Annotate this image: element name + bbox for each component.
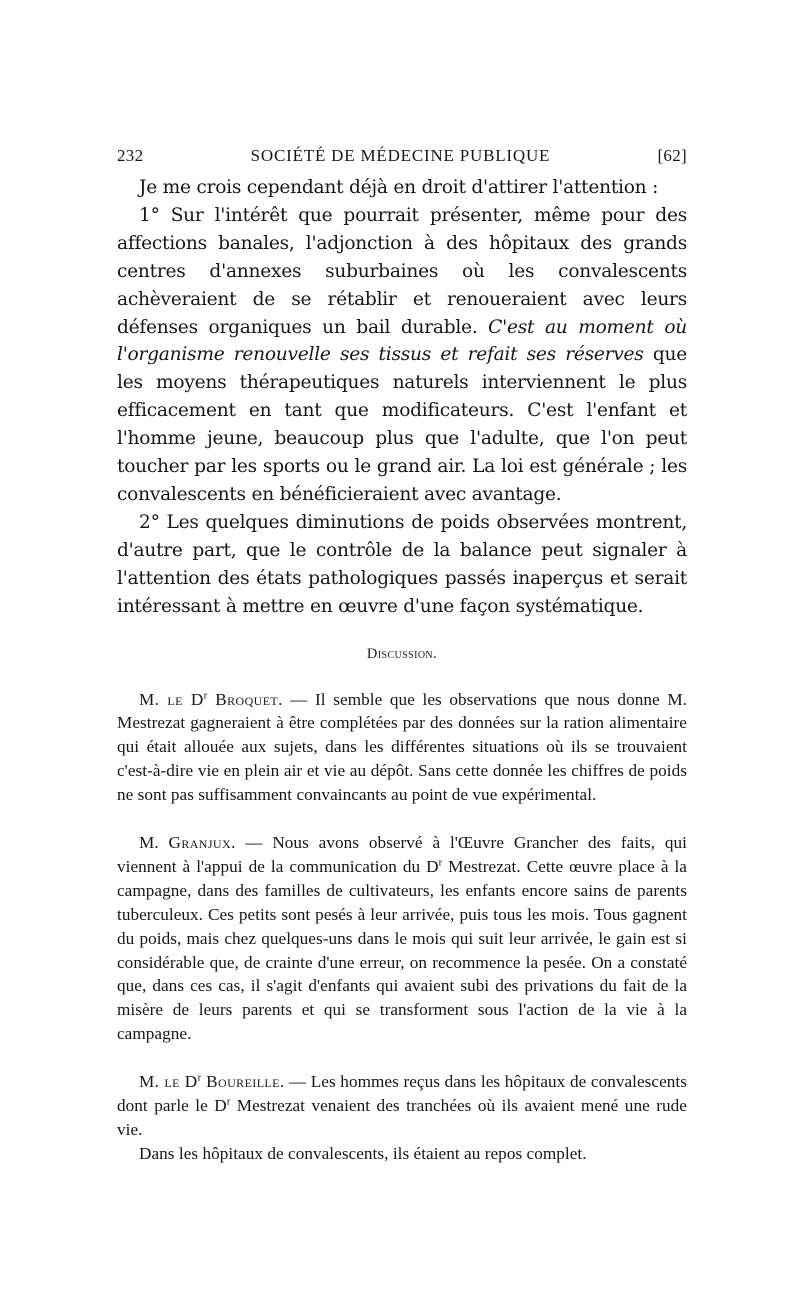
point-1-italic: C'est au moment où l'organisme renouvelle ses tissus et refait ses réserves: [117, 316, 687, 366]
granjux-text-b: Mestrezat. Cette œuvre place à la campagne, dans des familles de cultivateurs, les enfants encore sains de parents tuberculeux. Ces petits sont pesés à leur arrivée, puis tous les mois. Tous gagnent du poids, mais chez quelques-uns dans le mois qui suit leur arrivée, le gain est si considérable que, de crainte d'une erreur, on recommence la pesée. On a constaté que, dans ces cas, il s'agit d'enfants qui avaient subi des privations du fait de la misère de leurs parents et qui se transforment sous l'action de la vie à la campagne.: [117, 856, 687, 1044]
granjux-paragraph: [117, 831, 687, 1046]
intro-paragraph: Je me crois cependant déjà en droit d'attirer l'attention :: [139, 177, 659, 198]
speaker-title-sup: r: [197, 1072, 202, 1084]
speaker-name: Boureille: [201, 1072, 280, 1092]
body-large-text: [117, 174, 687, 621]
title-sup: r: [226, 1096, 231, 1108]
speaker-prefix: M. le D: [139, 689, 204, 709]
boureille-continuation: Dans les hôpitaux de convalescents, ils étaient au repos complet.: [139, 1143, 587, 1163]
granjux-text-a: . — Nous avons observé à l'Œuvre Grancher des faits, qui viennent à l'appui de la communication du D: [117, 833, 688, 876]
section-reference: [62]: [657, 146, 687, 165]
running-header: [117, 146, 687, 174]
point-1-paragraph: [117, 202, 687, 509]
point-1-tail: que les moyens thérapeutiques naturels interviennent le plus efficacement en tant que modificateurs. C'est l'enfant et l'homme jeune, beaucoup plus que l'adulte, que l'on peut toucher par les sports ou le grand air. La loi est générale ; les convalescents en bénéficieraient avec avantage.: [117, 344, 687, 505]
broquet-text: . — Il semble que les observations que nous donne M. Mestrezat gagneraient à être complétées par des données sur la ration alimentaire qui était allouée aux sujets, dans les différentes situations où ils se trouvaient c'est-à-dire vie en plein air et vie au dépôt. Sans cette donnée les chiffres de poids ne sont pas suffisamment convaincants au point de vue expérimental.: [117, 689, 688, 805]
speaker-prefix: M. le D: [139, 1072, 198, 1092]
speaker-name: Broquet: [207, 689, 279, 709]
point-1-lead: 1° Sur l'intérêt que pourrait présenter, même pour des affections banales, l'adjonction à des hôpitaux des grands centres d'annexes suburbaines où les convalescents achèveraient de se rétablir et renoueraient avec leurs défenses organiques un bail durable.: [117, 204, 687, 338]
speaker-prefix: M.: [139, 833, 169, 853]
speaker-name: Granjux: [168, 833, 232, 853]
page: [117, 146, 687, 1166]
discussion-boureille: [117, 1070, 687, 1166]
broquet-paragraph: [117, 688, 687, 808]
boureille-text-a: . — Les hommes reçus dans les hôpitaux de convalescents dont parle le D: [117, 1072, 687, 1116]
boureille-paragraph: [117, 1070, 687, 1142]
speaker-title-sup: r: [203, 689, 208, 701]
point-2-paragraph: 2° Les quelques diminutions de poids observées montrent, d'autre part, que le contrôle de la balance peut signaler à l'attention des états pathologiques passés inaperçus et serait intéressant à mettre en œuvre d'une façon systématique.: [117, 511, 687, 617]
discussion-granjux: [117, 831, 687, 1046]
discussion-heading-text: Discussion.: [366, 645, 438, 662]
boureille-text-b: Mestrezat venaient des tranchées où ils avaient mené une rude vie.: [117, 1096, 687, 1139]
discussion-broquet: [117, 688, 687, 808]
title-sup: r: [438, 857, 443, 869]
discussion-heading: [117, 646, 687, 663]
page-number: 232: [117, 146, 144, 165]
running-title: SOCIÉTÉ DE MÉDECINE PUBLIQUE: [250, 146, 551, 165]
